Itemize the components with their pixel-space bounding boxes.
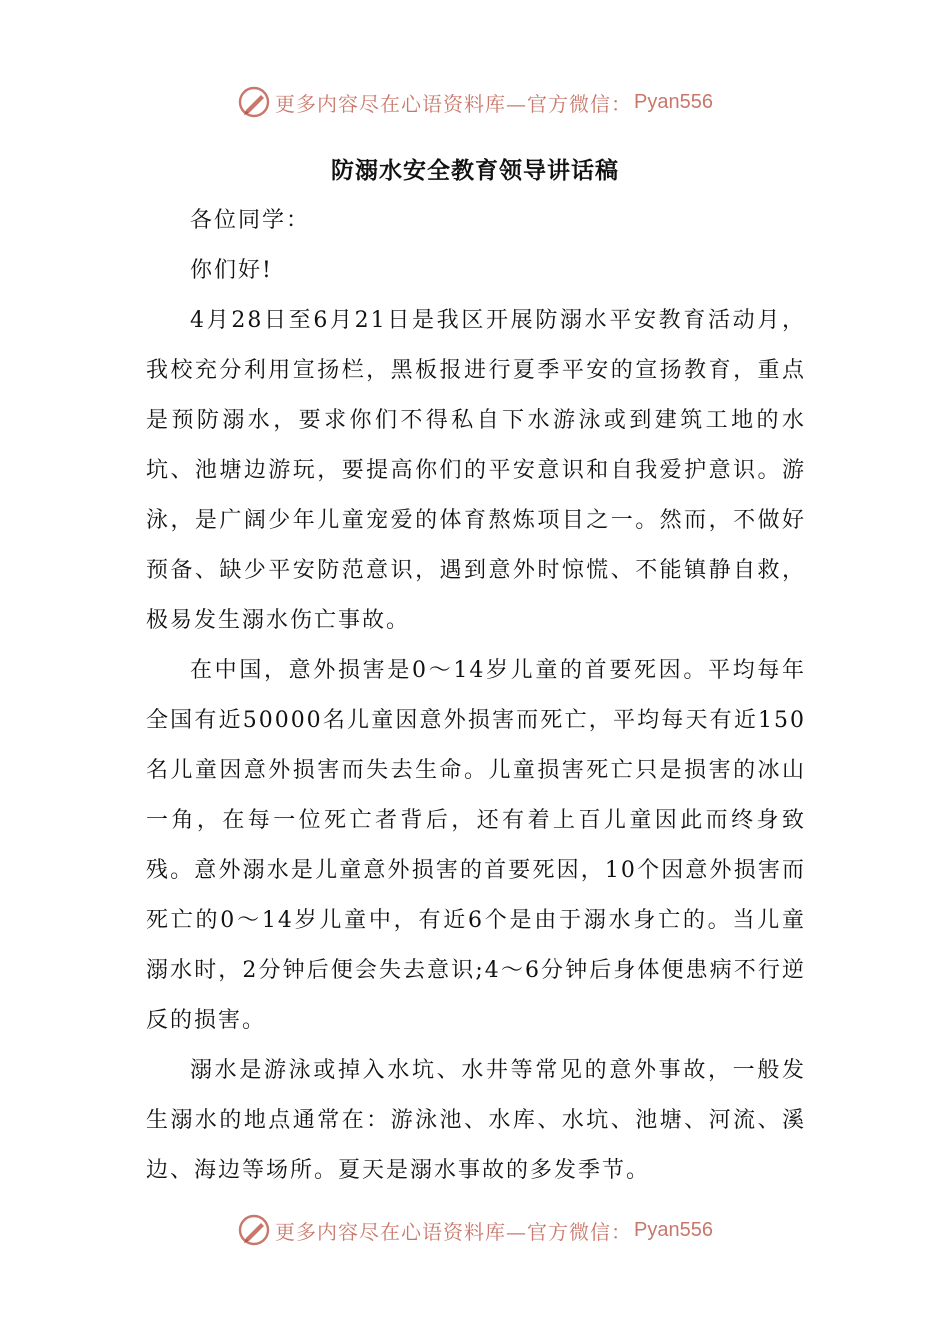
banner-wechat-id: Pyan556	[634, 1218, 713, 1241]
banner-wechat-id: Pyan556	[634, 90, 713, 113]
hello-line: 你们好!	[190, 258, 273, 283]
document-body	[146, 196, 806, 1196]
pen-logo-icon	[237, 85, 271, 119]
body-paragraph: 溺水是游泳或掉入水坑、水井等常见的意外事故，一般发生溺水的地点通常在：游泳池、水库、水坑、池塘、河流、溪边、海边等场所。夏天是溺水事故的多发季节。	[146, 1058, 806, 1183]
banner-text: 更多内容尽在心语资料库—官方微信：	[275, 91, 633, 116]
pen-logo-icon	[237, 1213, 271, 1247]
header-watermark-banner	[0, 82, 950, 122]
footer-watermark-banner	[0, 1210, 950, 1250]
banner-text: 更多内容尽在心语资料库—官方微信：	[275, 1219, 633, 1244]
document-title: 防溺水安全教育领导讲话稿	[331, 157, 619, 184]
body-paragraph: 4月28日至6月21日是我区开展防溺水平安教育活动月，我校充分利用宣扬栏，黑板报进行夏季平安的宣扬教育，重点是预防溺水，要求你们不得私自下水游泳或到建筑工地的水坑、池塘边游玩，要提高你们的平安意识和自我爱护意识。游泳，是广阔少年儿童宠爱的体育熬炼项目之一。然而，不做好预备、缺少平安防范意识，遇到意外时惊慌、不能镇静自救，极易发生溺水伤亡事故。	[146, 308, 806, 633]
body-paragraph: 在中国，意外损害是0～14岁儿童的首要死因。平均每年全国有近50000名儿童因意外损害而死亡，平均每天有近150名儿童因意外损害而失去生命。儿童损害死亡只是损害的冰山一角，在每一位死亡者背后，还有着上百儿童因此而终身致残。意外溺水是儿童意外损害的首要死因，10个因意外损害而死亡的0～14岁儿童中，有近6个是由于溺水身亡的。当儿童溺水时，2分钟后便会失去意识;4～6分钟后身体便患病不行逆反的损害。	[146, 658, 806, 1033]
greeting-line: 各位同学：	[190, 208, 311, 233]
